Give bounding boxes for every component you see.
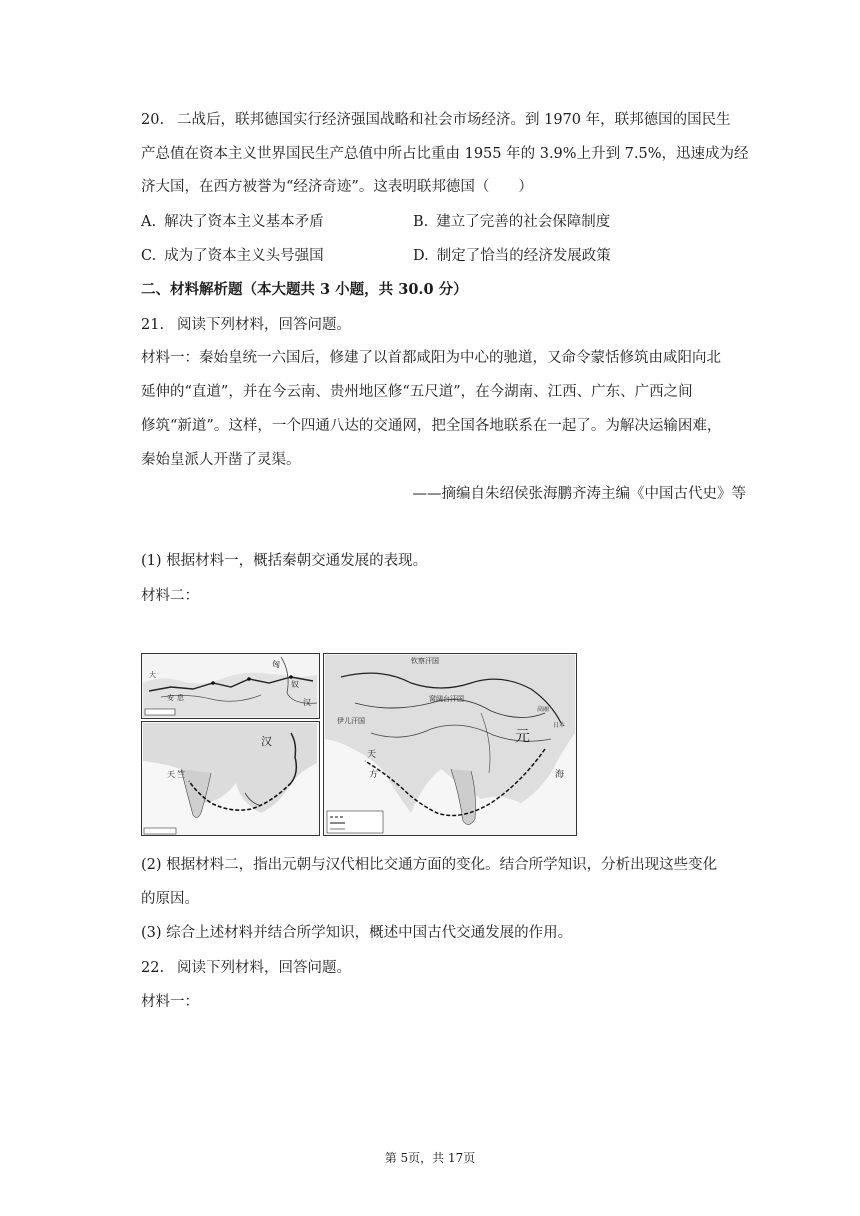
q22-material1-label: 材料一： [141, 994, 199, 1010]
option-letter: D. [413, 248, 429, 264]
map-figure [141, 653, 577, 836]
map-label: 匈 [272, 660, 280, 669]
option-text: 制定了恰当的经济发展政策 [436, 248, 611, 264]
q22-line-1 [141, 958, 351, 978]
q21-sub-question-2-line-2: 的原因。 [141, 891, 199, 907]
q21-line-1 [141, 315, 351, 335]
q20-option-d [413, 246, 611, 266]
q21-material1-line-3: 修筑“新道”。这样，一个四通八达的交通网，把全国各地联系在一起了。为解决运输困难， [141, 418, 722, 434]
option-text: 成为了资本主义头号强国 [164, 248, 324, 264]
map-label: 窝阔台汗国 [429, 695, 464, 703]
map-label: 汉 [261, 735, 272, 748]
map-label: 奴 [291, 680, 299, 689]
map-label: 大 [149, 671, 156, 679]
map-label: 天 [167, 770, 175, 779]
q20-line-3: 济大国，在西方被誉为“经济奇迹”。这表明联邦德国（ ） [141, 179, 533, 195]
map-panel-han-sea [142, 722, 320, 836]
map-label: 日本 [553, 722, 566, 729]
q21-sub-question-2-line-1: (2) 根据材料二，指出元朝与汉代相比交通方面的变化。结合所学知识，分析出现这些变化 [141, 857, 718, 873]
q20-number: 20. [141, 112, 165, 128]
q20-line-1 [141, 110, 731, 130]
q21-sub-question-3: (3) 综合上述材料并结合所学知识，概述中国古代交通发展的作用。 [141, 925, 573, 941]
page-footer: 第 5页，共 17页 [384, 1151, 476, 1165]
q20-option-b [413, 212, 610, 232]
map-panel-han-land [142, 654, 320, 719]
map-label: 方 [369, 770, 379, 780]
map-label: 伊儿汗国 [337, 717, 365, 725]
option-text: 解决了资本主义基本矛盾 [164, 214, 324, 230]
q21-material1-line-2: 延伸的“直道”，并在今云南、贵州地区修“五尺道”，在今湖南、江西、广东、广西之间 [141, 384, 693, 400]
map-label: 元 [515, 727, 531, 745]
q21-number: 21. [141, 317, 165, 333]
map-label: 天 [367, 750, 377, 760]
q22-stem: 阅读下列材料，回答问题。 [177, 960, 351, 976]
map-label: 钦察汗国 [411, 657, 439, 665]
map-label: 息 [177, 694, 184, 702]
q20-line-2: 产总值在资本主义世界国民生产总值中所占比重由 1955 年的 3.9%上升到 7.5%，迅速成为经 [141, 146, 749, 162]
map-label: 高丽 [537, 706, 550, 713]
map-label: 海 [555, 770, 565, 780]
q21-stem: 阅读下列材料，回答问题。 [177, 317, 351, 333]
q21-material2-label: 材料二： [141, 588, 199, 604]
map-label: 汉 [303, 698, 311, 707]
q22-number: 22. [141, 960, 165, 976]
option-letter: A. [141, 214, 157, 230]
option-text: 建立了完善的社会保障制度 [436, 214, 611, 230]
q21-sub-question-1: (1) 根据材料一，概括秦朝交通发展的表现。 [141, 553, 428, 569]
map-label: 安 [167, 694, 174, 702]
map-label: 竺 [177, 770, 185, 779]
section-heading: 二、材料解析题（本大题共 3 小题，共 30.0 分） [141, 281, 468, 298]
option-letter: B. [413, 214, 429, 230]
option-letter: C. [141, 248, 157, 264]
q21-source: ——摘编自朱绍侯张海鹏齐涛主编《中国古代史》等 [412, 486, 746, 502]
q20-option-c [141, 246, 324, 266]
q20-option-a [141, 212, 324, 232]
q21-material1-line-1: 材料一：秦始皇统一六国后，修建了以首都咸阳为中心的驰道，又命令蒙恬修筑由咸阳向北 [141, 350, 721, 366]
q20-text-1: 二战后，联邦德国实行经济强国战略和社会市场经济。到 1970 年，联邦德国的国民生 [177, 112, 731, 128]
map-panel-yuan [324, 654, 577, 836]
q21-material1-line-4: 秦始皇派人开凿了灵渠。 [141, 452, 301, 468]
